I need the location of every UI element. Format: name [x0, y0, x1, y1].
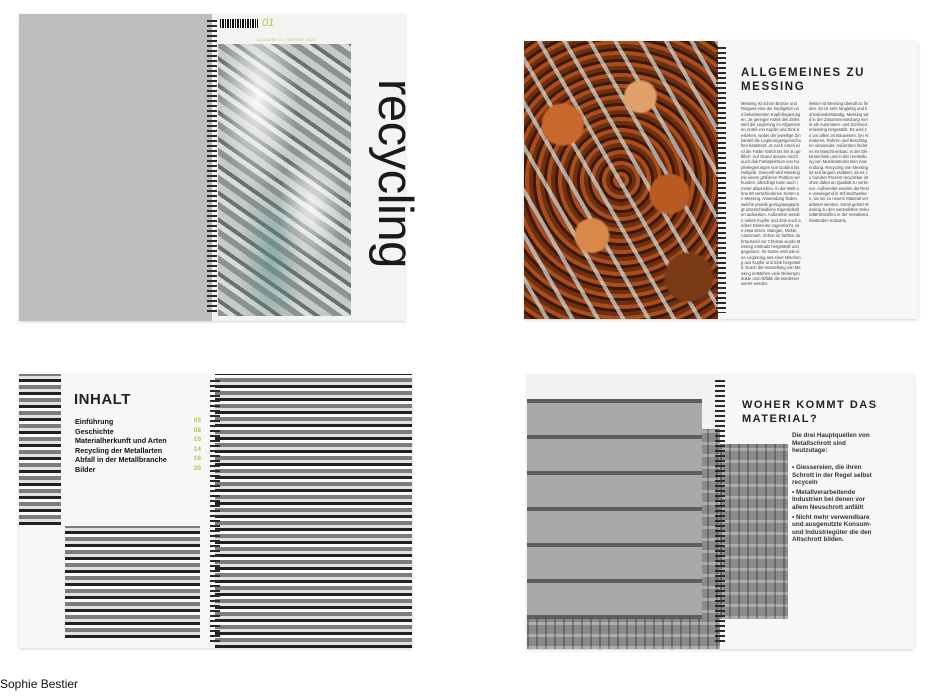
spread-messing: [524, 41, 918, 319]
toc-label: Bilder: [75, 464, 96, 474]
material-heading: WOHER KOMMT DAS MATERIAL?: [742, 399, 878, 425]
cover-title: recycling: [368, 79, 422, 268]
author-caption: Sophie Bestier: [0, 677, 79, 691]
cover-right-page: [212, 14, 422, 321]
messing-right-page: [721, 41, 918, 319]
toc-number: 05: [193, 417, 201, 424]
spread-cover: [19, 14, 422, 321]
spread-material: [527, 374, 914, 649]
toc-number: 16: [193, 455, 201, 462]
toc-label: Abfall in der Metallbranche: [75, 455, 167, 464]
toc-list: [75, 417, 175, 474]
messing-text-col2: Weiter ist Messing überall zu finden. Es ist sehr langlebig und korrosionsbeständig. Messing wird in der Zusammensetzung meist als Automaten- und Schmiedemessing hergestellt. Es wird zu vor allem im Bauwesen, bei Armaturen, Rohren und Beschlägen verwendet. Außerdem findet es im Maschinenbau, in der Elektrotechnik und in der Herstellung von Musikinstrumenten Anwendung. Recycling von Messing ist seit langem etabliert, da es zu hundert Prozent recyclebar ist ohne dabei an Qualität zu verlieren. Aufbereitet werden die Reste vorwiegend in Schmelzwerken, wo sie zu neuem Material verarbeitet werden. Somit gehört Messing zu den wertvollsten Sekundärrohstoffen in der metallverarbeitenden Industrie.: [809, 101, 869, 223]
messing-left-page: [524, 41, 721, 319]
bullet-item: • Nicht mehr verwendbare und ausgenutzte Konsum- und Industriegüter die den Altschrott bilden.: [792, 513, 872, 544]
inhalt-right-page: [215, 374, 412, 648]
brass-scrap-photo: [524, 41, 718, 319]
toc-number: 20: [193, 464, 201, 472]
spiral-binding: [210, 380, 220, 642]
issue-number: 01: [262, 17, 275, 29]
messing-heading: ALLGEMEINES ZU MESSING: [741, 67, 865, 93]
inhalt-heading: INHALT: [74, 391, 131, 408]
inhalt-left-page: [19, 374, 215, 648]
material-bullets: [792, 464, 872, 544]
crate-stack: [527, 399, 702, 619]
toc-label: Recycling der Metallarten: [75, 445, 163, 455]
messing-text-col1: Messing ist schon Bronze und Rotguss eine der häufigsten und bekanntesten Kupferlegierungen. Je geringer Anteil des Zinks wird die Legierung im Allgemeinen Anteil von Kupfer und Zink bestehen, wobei der jeweilige Zinkanteil die Legierungseigenschaften bestimmt. Je nach Anteil wird die Farbe rötlich bis hin zu gelblich. Auf Grund dessen reicht auch das Farbspektrum von Kupferlegierungen von Goldrot bis Hellgelb. Generell wird Messing mit einem größeren Porttion verbunden, allerdings kann auch immer abweichen. In der Welt ohne 60 verschiedenen Sorten an Messing. Anwendung finden, welche jeweils gering/ausgeprägt unterschiedliche Eigenschaften aufweisen. Außerdem werden neben Kupfer und Zink noch andere Elemente zugemischt, wie etwa Eisen, Mangan, Nickel, Aluminium. Schon im fünften Jahrtausend vor Christus wurde Messing erstmals hergestellt und gegossen. Ihr Name wird wie eine Legierung aus einer Mischung aus Kupfer und Zink hergestellt. Durch die Herstellung von Messing entstehen viele Nebenprodukte und Abfälle die wiederverwertet werden.: [741, 101, 801, 287]
spread-inhalt: [19, 374, 412, 648]
yard-photo: [720, 444, 788, 619]
cover-left-page: [19, 14, 212, 321]
foil-photo: [218, 44, 351, 316]
date-line: AUSGABE 01 | HERBST 2021: [257, 38, 316, 42]
toc-number: 08: [193, 426, 201, 434]
crates-photo: [527, 374, 720, 649]
barcode: [220, 19, 258, 28]
bullet-item: • Metallverarbeitende Industrien bei denen vor allem Neuschrott anfällt: [792, 488, 866, 511]
spiral-binding: [207, 20, 217, 315]
toc-label: Einführung: [75, 417, 114, 426]
toc-label: Materialherkunft und Arten: [75, 436, 167, 445]
bullet-item: • Giessereien, die ihren Schrott in der Regel selbst recyceln: [792, 464, 872, 487]
spiral-binding: [716, 47, 726, 313]
bale-strip-photo: [19, 374, 61, 525]
toc-label: Geschichte: [75, 426, 114, 436]
material-right-page: [720, 374, 914, 649]
toc-numbers: [177, 417, 201, 474]
spiral-binding: [715, 380, 725, 643]
material-left-page: [527, 374, 720, 649]
bale-stack-photo: [65, 526, 200, 638]
toc-number: 14: [193, 445, 201, 453]
compressed-metal-photo: [215, 374, 412, 648]
material-intro: Die drei Hauptquellen von Metallschrott sind heutzutage:: [792, 432, 870, 455]
toc-number: 10: [193, 436, 201, 443]
